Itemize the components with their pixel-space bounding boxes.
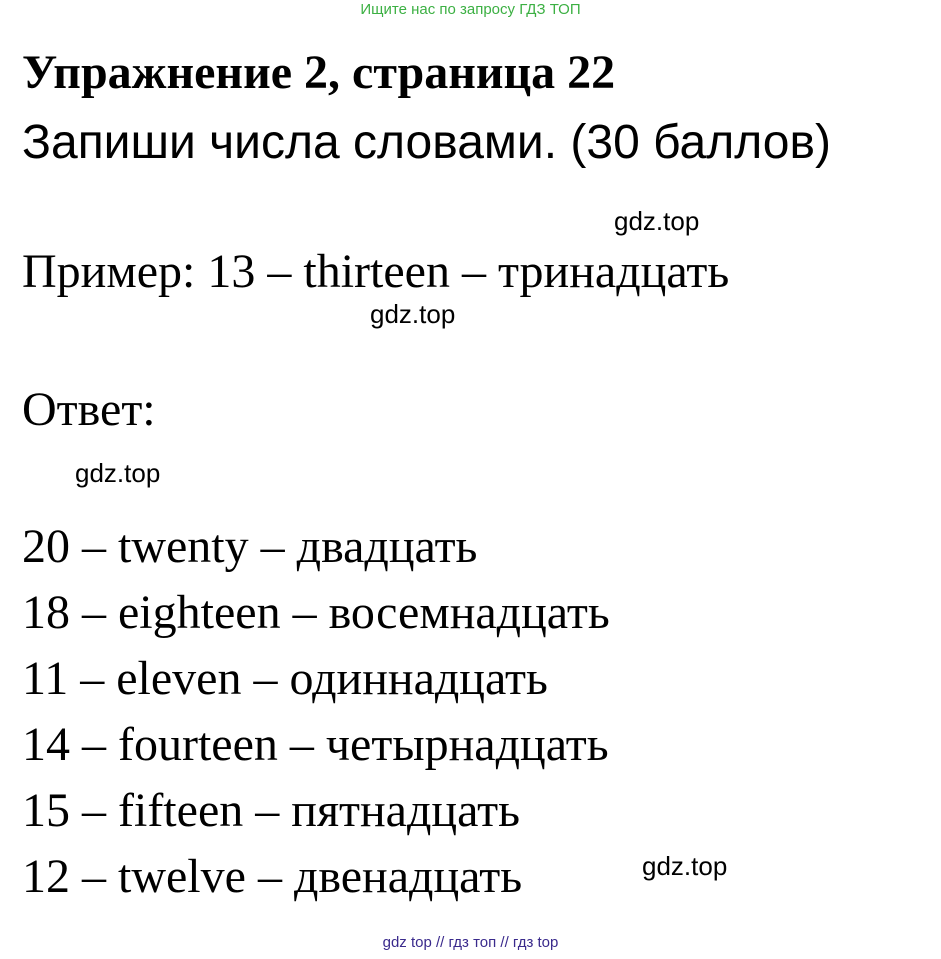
watermark: gdz.top bbox=[642, 851, 728, 881]
answer-line: 12 – twelve – двенадцать bbox=[22, 850, 523, 903]
bottom-banner-text: gdz top // гдз топ // гдз top bbox=[382, 934, 559, 951]
answer-label: Ответ: bbox=[22, 383, 156, 436]
watermark: gdz.top bbox=[75, 458, 161, 488]
answer-line: 15 – fifteen – пятнадцать bbox=[22, 784, 521, 837]
example-text: Пример: 13 – thirteen – тринадцать bbox=[22, 245, 730, 298]
task-text: Запиши числа словами. (30 баллов) bbox=[22, 116, 831, 169]
watermark: gdz.top bbox=[614, 206, 700, 236]
watermark: gdz.top bbox=[370, 299, 456, 329]
answer-line: 20 – twenty – двадцать bbox=[22, 520, 478, 573]
answer-line: 18 – eighteen – восемнадцать bbox=[22, 586, 610, 639]
page-title: Упражнение 2, страница 22 bbox=[22, 46, 616, 99]
answer-line: 14 – fourteen – четырнадцать bbox=[22, 718, 609, 771]
answer-line: 11 – eleven – одиннадцать bbox=[22, 652, 548, 705]
top-banner-text: Ищите нас по запросу ГДЗ ТОП bbox=[360, 1, 581, 18]
answer-list bbox=[22, 514, 610, 910]
